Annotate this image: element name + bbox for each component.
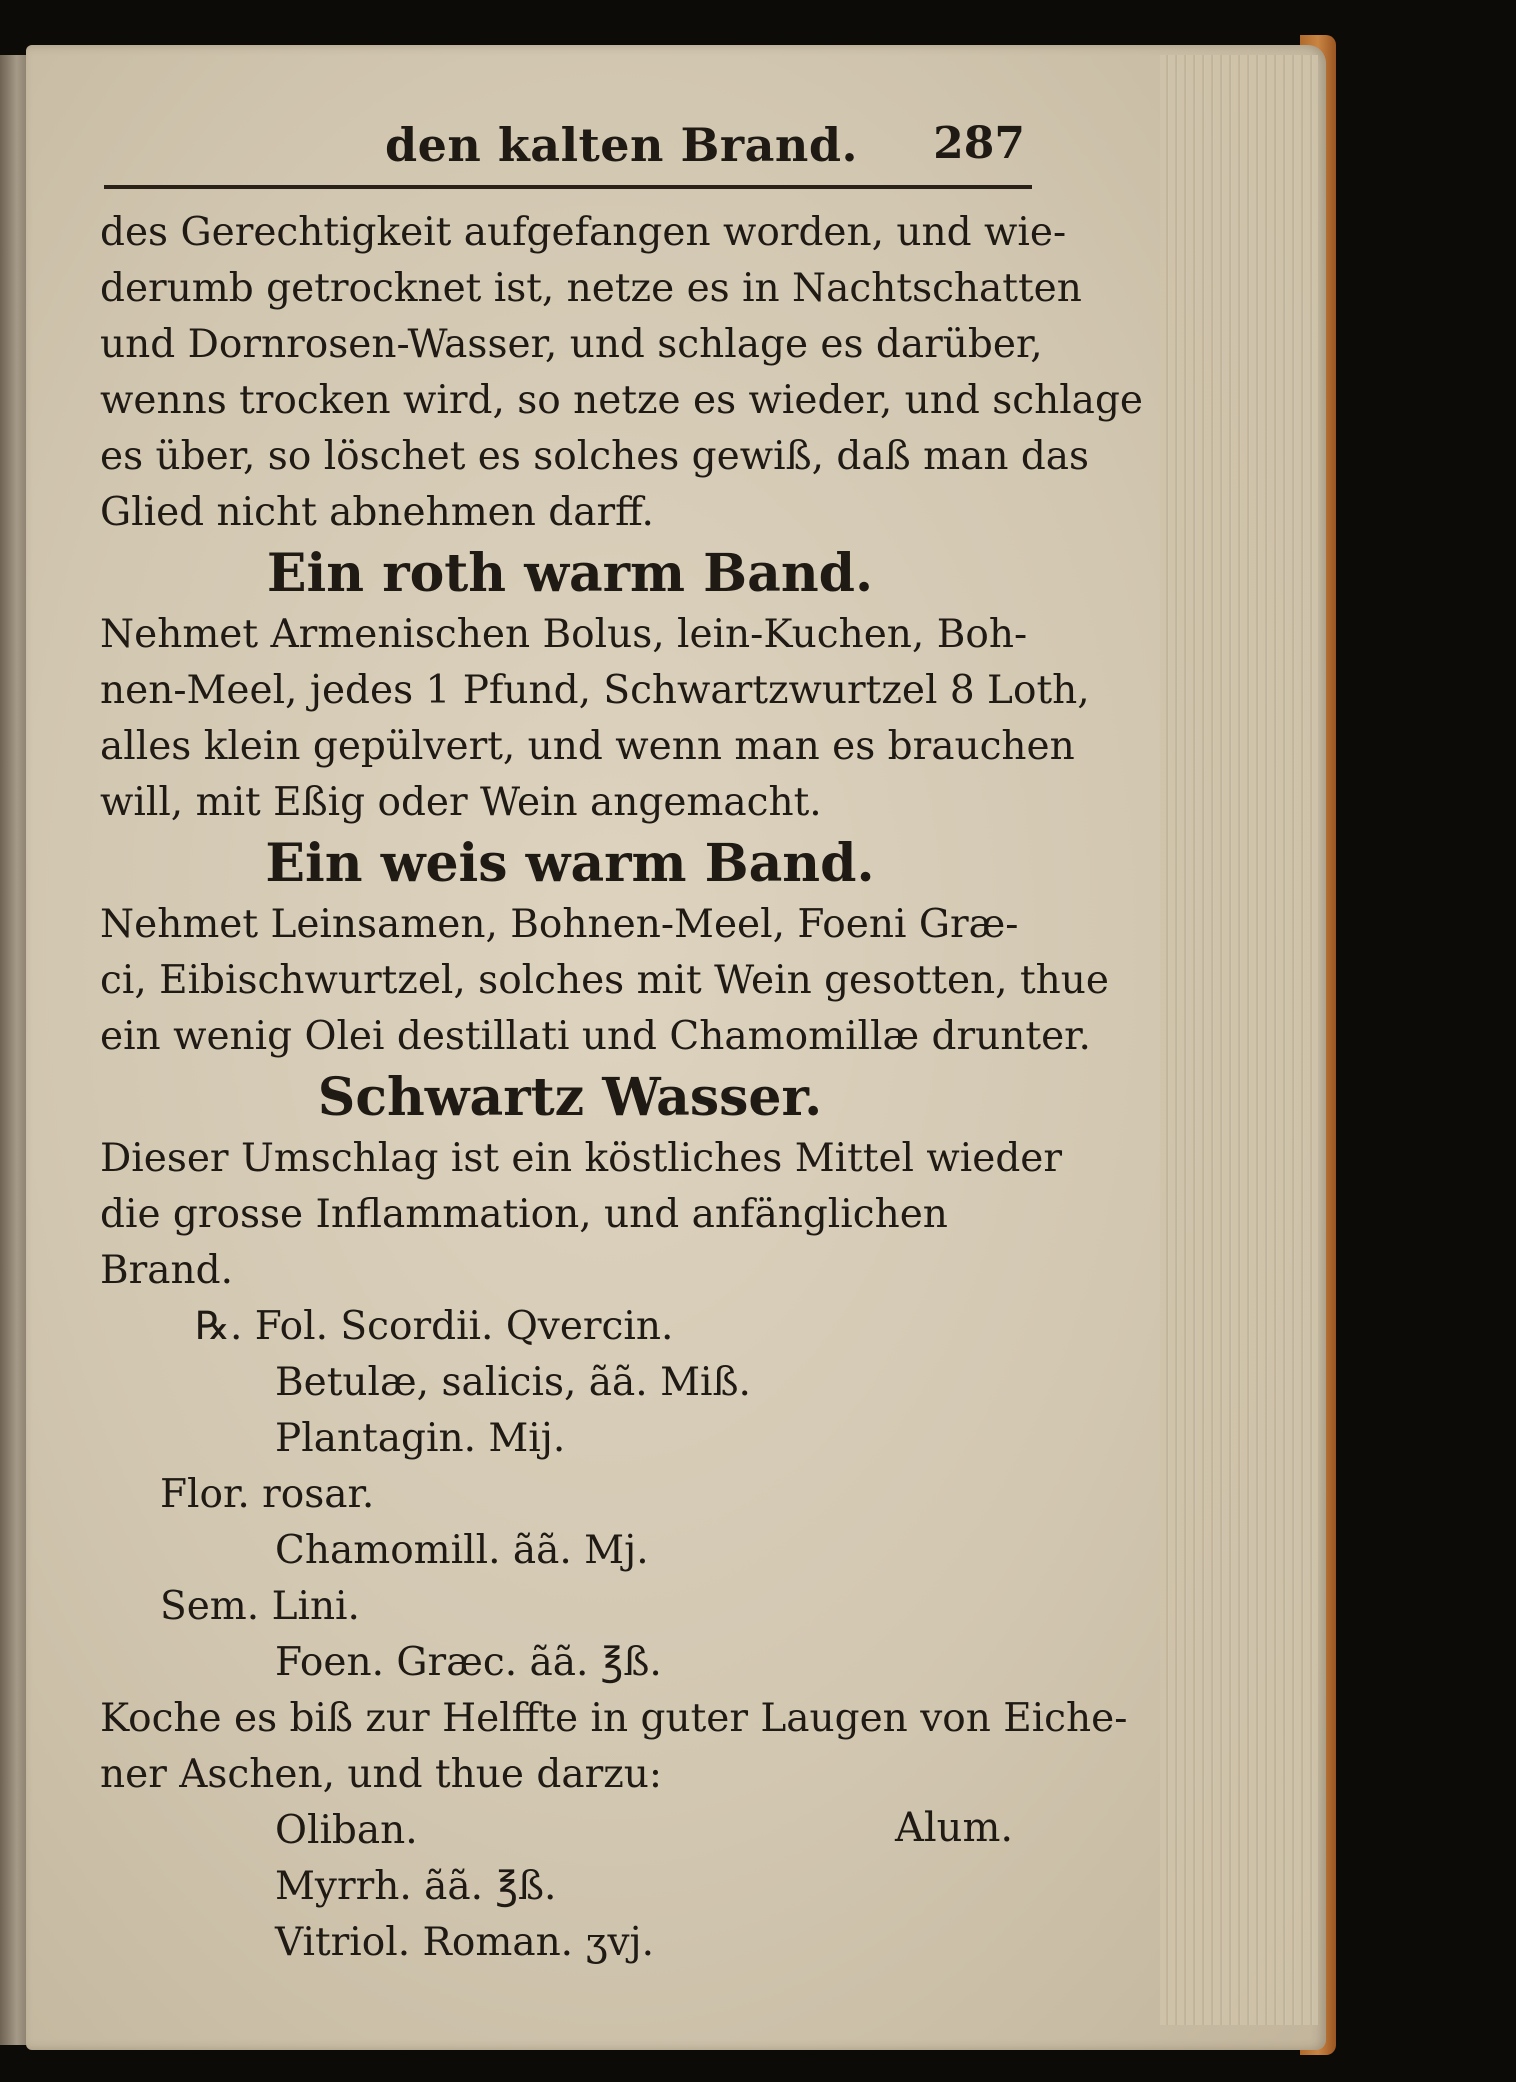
text-line: die grosse Inflammation, und anfänglichen [100, 1192, 948, 1237]
text-line: Koche es biß zur Helffte in guter Laugen von Eiche- [100, 1696, 1128, 1741]
recipe-line: Plantagin. Mij. [275, 1416, 566, 1461]
running-head: den kalten Brand. [385, 118, 859, 172]
recipe-line: Vitriol. Roman. ʒvj. [275, 1920, 655, 1965]
recipe-line: Foen. Græc. ãã. ℥ß. [275, 1640, 662, 1685]
page-number: 287 [933, 118, 1025, 169]
page-text [100, 205, 1143, 1971]
text-line: ein wenig Olei destillati und Chamomillæ drunter. [100, 1014, 1091, 1059]
text-line: des Gerechtigkeit aufgefangen worden, und wie- [100, 210, 1067, 255]
text-line: ci, Eibischwurtzel, solches mit Wein gesotten, thue [100, 958, 1109, 1003]
section-heading: Ein weis warm Band. [265, 833, 875, 894]
text-line: Nehmet Leinsamen, Bohnen-Meel, Foeni Græ- [100, 902, 1019, 947]
text-line: alles klein gepülvert, und wenn man es brauchen [100, 724, 1075, 769]
recipe-line: Myrrh. ãã. ℥ß. [275, 1864, 557, 1909]
catchword: Alum. [895, 1805, 1014, 1851]
section-heading: Ein roth warm Band. [266, 543, 874, 604]
page-header [385, 118, 1025, 178]
recipe-line: Oliban. [275, 1808, 418, 1853]
header-rule [104, 185, 1032, 189]
section-heading: Schwartz Wasser. [317, 1067, 823, 1128]
recipe-line: Flor. rosar. [160, 1472, 375, 1517]
text-line: wenns trocken wird, so netze es wieder, und schlage [100, 378, 1143, 423]
recipe-line: Sem. Lini. [160, 1584, 360, 1629]
text-line: nen-Meel, jedes 1 Pfund, Schwartzwurtzel 8 Loth, [100, 668, 1090, 713]
text-line: will, mit Eßig oder Wein angemacht. [100, 780, 822, 825]
text-line: und Dornrosen-Wasser, und schlage es darüber, [100, 322, 1043, 367]
text-line: derumb getrocknet ist, netze es in Nachtschatten [100, 266, 1082, 311]
recipe-line: Betulæ, salicis, ãã. Miß. [275, 1360, 751, 1405]
page-stack-edges [1160, 55, 1318, 2025]
recipe-line: ℞. Fol. Scordii. Qvercin. [195, 1304, 674, 1349]
text-line: Brand. [100, 1248, 234, 1293]
facing-page-edge [0, 55, 28, 2045]
text-line: ner Aschen, und thue darzu: [100, 1752, 663, 1797]
text-line: Glied nicht abnehmen darff. [100, 490, 654, 535]
recipe-line: Chamomill. ãã. Mj. [275, 1528, 649, 1573]
text-line: es über, so löschet es solches gewiß, daß man das [100, 434, 1090, 479]
text-line: Nehmet Armenischen Bolus, lein-Kuchen, Boh- [100, 612, 1028, 657]
text-line: Dieser Umschlag ist ein köstliches Mittel wieder [100, 1136, 1063, 1181]
